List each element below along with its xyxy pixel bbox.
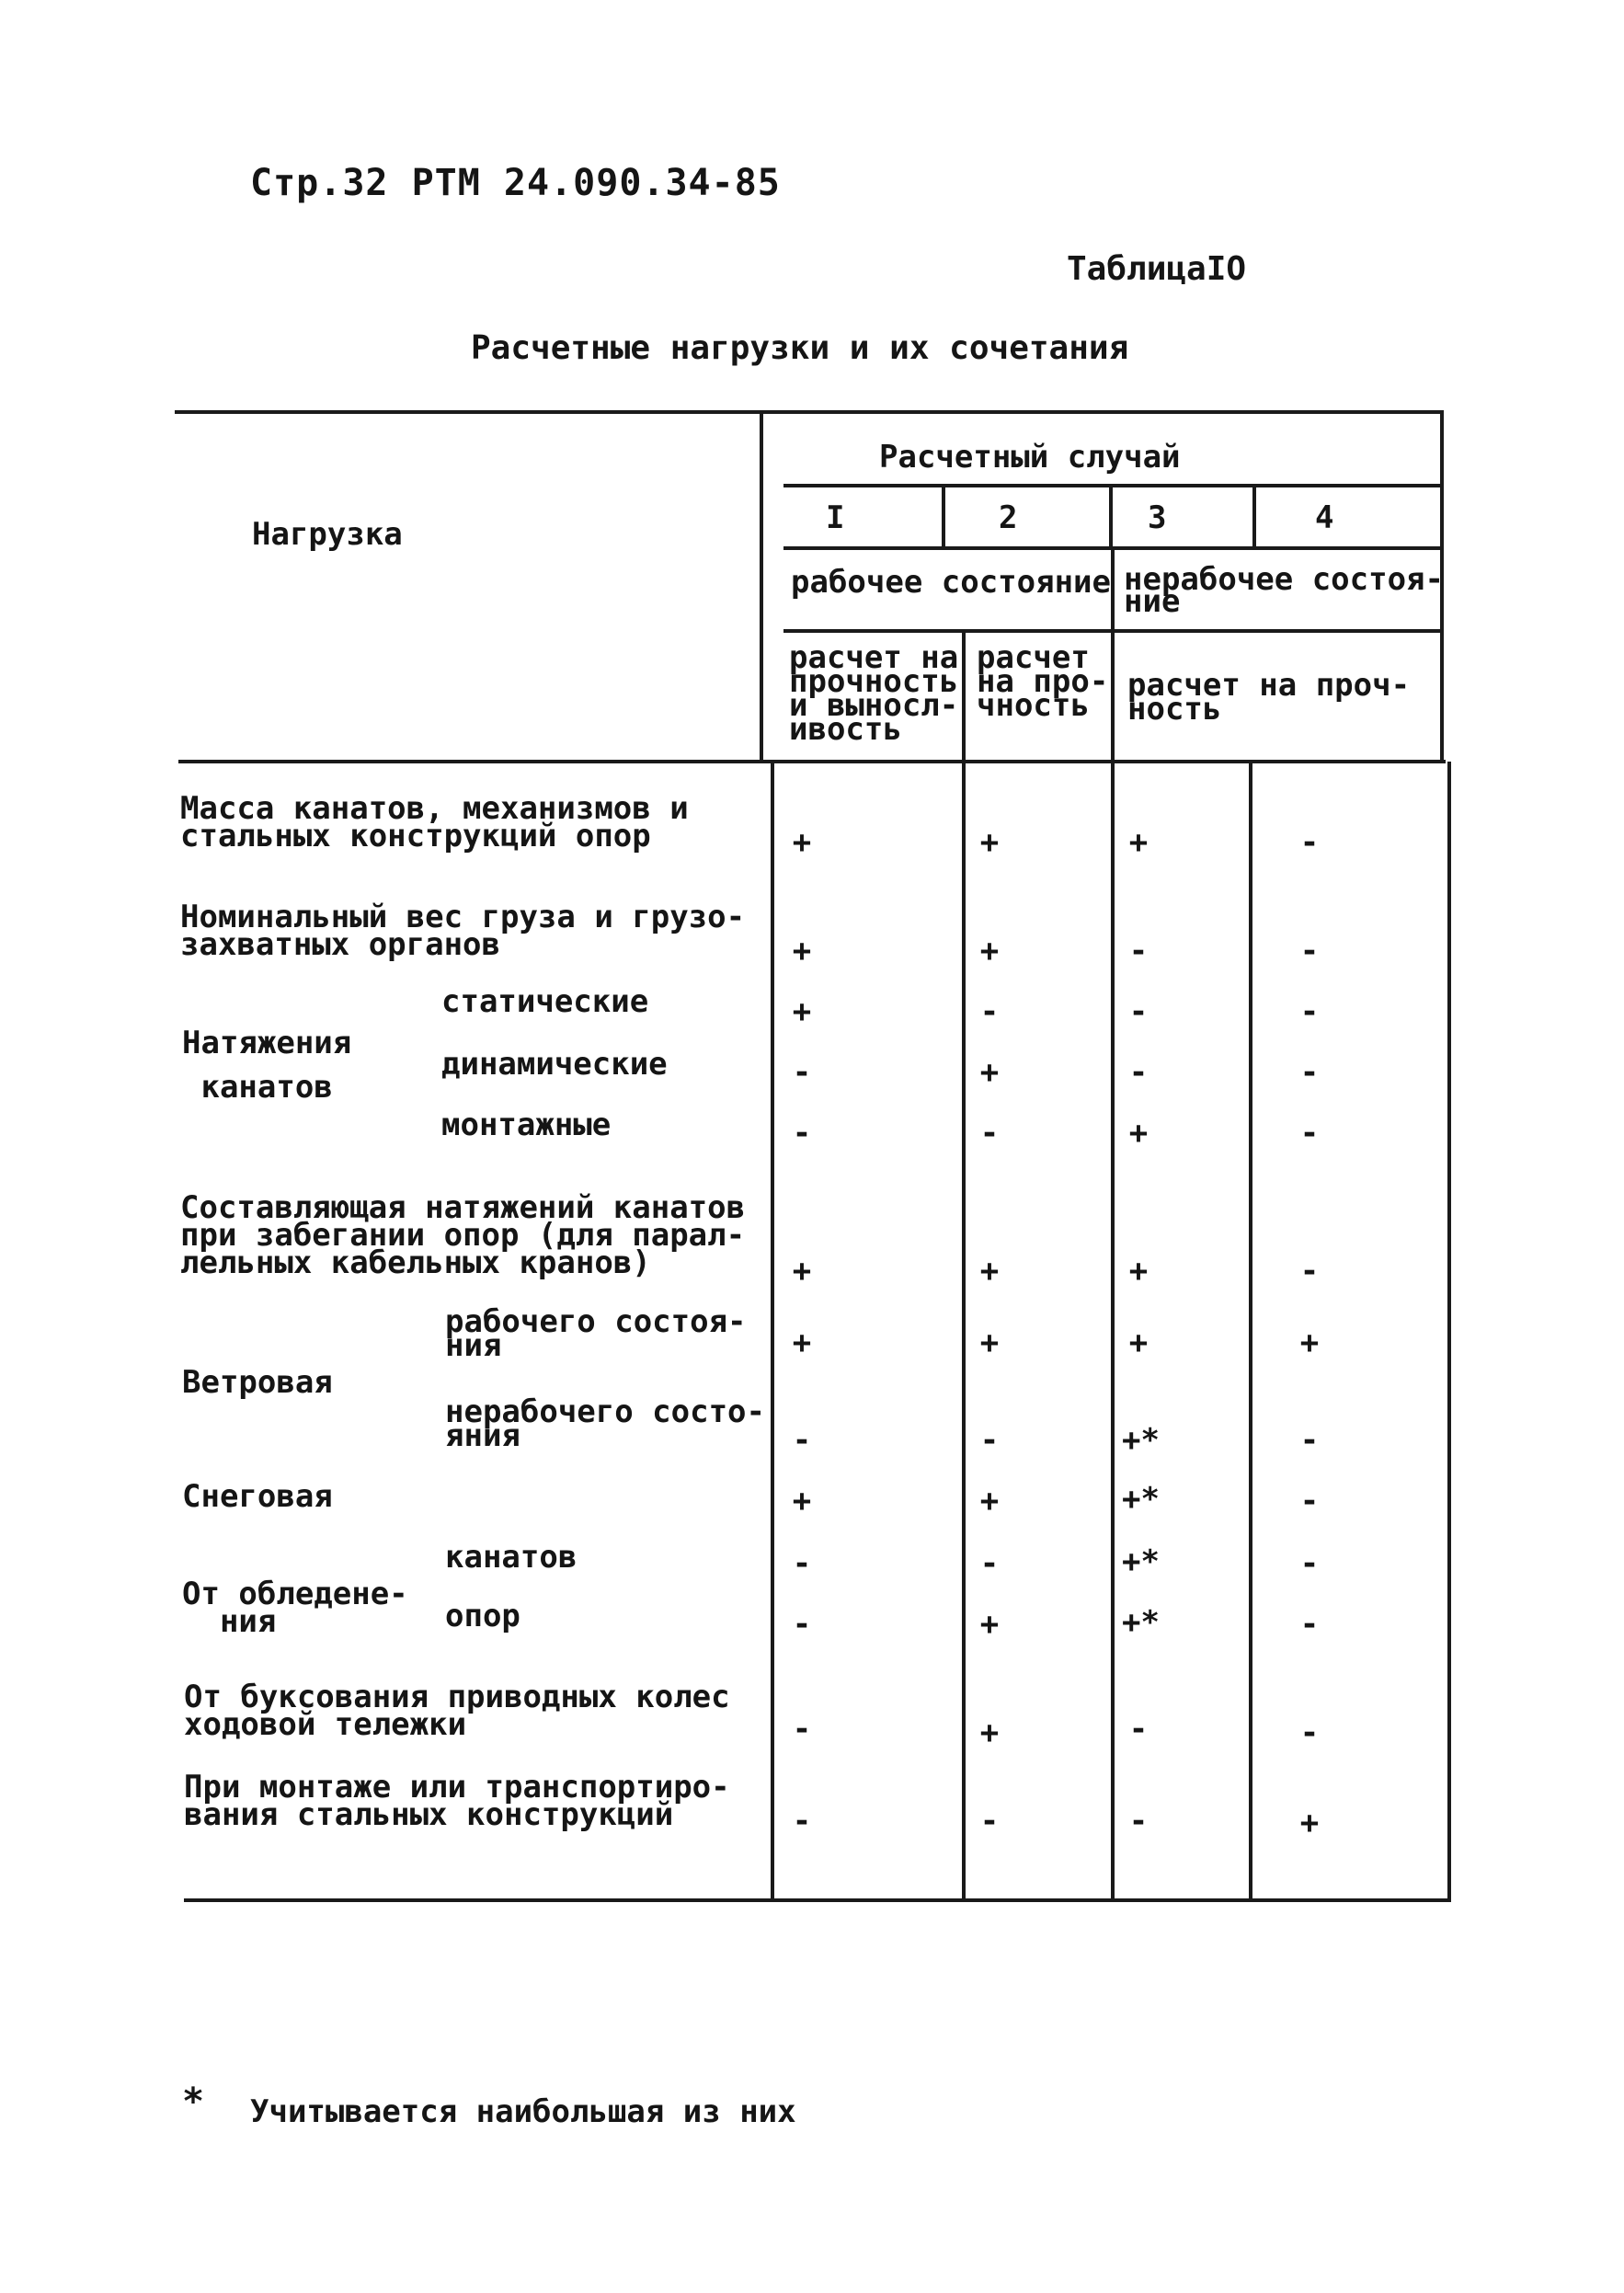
cell-dynamic-case1: - xyxy=(792,1054,812,1091)
cell-cargo-case3: - xyxy=(1128,933,1149,969)
table-number: ТаблицаIO xyxy=(1067,250,1247,288)
cell-dynamic-case3: - xyxy=(1128,1054,1149,1091)
row-sub-wind-nonworking: нерабочего состо- яния xyxy=(445,1393,765,1454)
row-sub-static: статические xyxy=(441,983,649,1020)
case-divider-12 xyxy=(942,486,945,548)
cell-wheel-slip-case1: - xyxy=(792,1711,812,1748)
row-label-wheel-slip: От буксования приводных колес ходовой тележки xyxy=(184,1679,730,1743)
cell-icing-supports-case4: - xyxy=(1299,1606,1320,1643)
body-col-line-0 xyxy=(771,762,774,1900)
cell-wheel-slip-case4: - xyxy=(1299,1714,1320,1751)
body-right-border xyxy=(1447,762,1451,1902)
cell-snow-case2: + xyxy=(979,1483,1000,1519)
cell-static-case2: - xyxy=(979,993,1000,1030)
row-label-mounting-transport: При монтаже или транспортиро- вания стальных конструкций xyxy=(184,1769,730,1833)
cell-runaway-case1: + xyxy=(792,1253,812,1290)
cell-cargo-case2: + xyxy=(979,933,1000,969)
cell-mounting-case2: - xyxy=(979,1115,1000,1152)
row-sub-icing-supports: опор xyxy=(445,1598,520,1634)
table-bottom-rule xyxy=(184,1898,1451,1902)
row-sub-mounting: монтажные xyxy=(441,1106,612,1143)
calc-strength-2-label: расчет на про- чность xyxy=(977,639,1109,724)
cell-runaway-case3: + xyxy=(1128,1253,1149,1290)
calc-strength-endurance-label: расчет на прочность и выносл- ивость xyxy=(789,639,959,748)
cell-mounting-transport-case2: - xyxy=(979,1803,1000,1840)
cell-wind-nonworking-case2: - xyxy=(979,1422,1000,1459)
state-divider xyxy=(1111,548,1115,631)
header-bottom-rule xyxy=(178,760,1446,763)
cell-mass-case3: + xyxy=(1128,824,1149,861)
calc-divider-23 xyxy=(1111,631,1115,762)
nonworking-state-label: нерабочее состоя- ние xyxy=(1124,561,1444,620)
cell-runaway-case4: - xyxy=(1299,1253,1320,1290)
row-sub-dynamic: динамические xyxy=(441,1046,668,1083)
page-code: Стр.32 РТМ 24.090.34-85 xyxy=(250,162,781,204)
cell-static-case3: - xyxy=(1128,993,1149,1030)
cell-wind-nonworking-case4: - xyxy=(1299,1422,1320,1459)
footnote-symbol: * xyxy=(182,2081,205,2123)
table-top-rule xyxy=(175,410,1444,414)
cell-wind-working-case2: + xyxy=(979,1324,1000,1361)
body-col-line-1 xyxy=(962,762,966,1900)
cell-wind-working-case1: + xyxy=(792,1324,812,1361)
case-divider-23 xyxy=(1109,486,1113,548)
cell-mounting-case4: - xyxy=(1299,1115,1320,1152)
cell-runaway-case2: + xyxy=(979,1253,1000,1290)
cell-icing-ropes-case4: - xyxy=(1299,1545,1320,1582)
cell-mounting-transport-case4: + xyxy=(1299,1805,1320,1841)
row-label-snow: Снеговая xyxy=(182,1478,333,1515)
cell-icing-ropes-case3: +* xyxy=(1122,1543,1160,1580)
cell-icing-ropes-case2: - xyxy=(979,1545,1000,1582)
row-label-rope-tension: Натяжения канатов xyxy=(182,1025,352,1106)
cell-mass-case1: + xyxy=(792,824,812,861)
cell-mass-case4: - xyxy=(1299,824,1320,861)
body-col-line-3 xyxy=(1249,762,1252,1900)
row-label-icing: От обледене- ния xyxy=(182,1576,408,1640)
cell-mass-case2: + xyxy=(979,824,1000,861)
cell-static-case4: - xyxy=(1299,993,1320,1030)
case-4-label: 4 xyxy=(1315,499,1334,536)
footnote-text: Учитывается наибольшая из них xyxy=(250,2093,796,2130)
cell-wheel-slip-case2: + xyxy=(979,1714,1000,1751)
row-label-mass: Масса канатов, механизмов и стальных конструкций опор xyxy=(180,790,689,854)
cell-icing-supports-case2: + xyxy=(979,1606,1000,1643)
case-header-rule xyxy=(783,484,1442,487)
load-column-header: Нагрузка xyxy=(252,516,403,553)
design-case-header: Расчетный случай xyxy=(879,439,1181,476)
row-sub-icing-ropes: канатов xyxy=(445,1539,578,1576)
case-2-label: 2 xyxy=(999,499,1018,536)
table-title: Расчетные нагрузки и их сочетания xyxy=(471,329,1129,367)
case-3-label: 3 xyxy=(1148,499,1167,536)
row-sub-wind-working: рабочего состоя- ния xyxy=(445,1303,747,1364)
cell-wind-working-case4: + xyxy=(1299,1324,1320,1361)
cell-snow-case1: + xyxy=(792,1483,812,1519)
row-label-wind: Ветровая xyxy=(182,1364,333,1401)
cell-wind-nonworking-case1: - xyxy=(792,1422,812,1459)
case-divider-34 xyxy=(1252,486,1256,548)
cell-static-case1: + xyxy=(792,993,812,1030)
row-label-cargo: Номинальный вес груза и грузо- захватных органов xyxy=(180,899,746,963)
cell-icing-supports-case3: +* xyxy=(1122,1604,1160,1641)
cell-icing-supports-case1: - xyxy=(792,1606,812,1643)
calc-strength-34-label: расчет на проч- ность xyxy=(1127,667,1411,728)
calc-divider-12 xyxy=(962,631,966,762)
case-1-label: I xyxy=(826,499,845,536)
cell-dynamic-case4: - xyxy=(1299,1054,1320,1091)
cell-wheel-slip-case3: - xyxy=(1128,1711,1149,1748)
cell-dynamic-case2: + xyxy=(979,1054,1000,1091)
working-state-label: рабочее состояние xyxy=(791,564,1111,601)
row-label-runaway: Составляющая натяжений канатов при забегании опор (для парал- лельных кабельных кранов) xyxy=(180,1189,746,1281)
cell-cargo-case1: + xyxy=(792,933,812,969)
cell-wind-nonworking-case3: +* xyxy=(1122,1422,1160,1459)
body-col-line-2 xyxy=(1111,762,1115,1900)
cell-cargo-case4: - xyxy=(1299,933,1320,969)
cell-snow-case3: +* xyxy=(1122,1481,1160,1518)
cell-snow-case4: - xyxy=(1299,1483,1320,1519)
cell-mounting-transport-case1: - xyxy=(792,1803,812,1840)
header-divider-vertical xyxy=(760,410,763,760)
cell-wind-working-case3: + xyxy=(1128,1324,1149,1361)
cell-mounting-transport-case3: - xyxy=(1128,1803,1149,1840)
cell-icing-ropes-case1: - xyxy=(792,1545,812,1582)
cell-mounting-case3: + xyxy=(1128,1115,1149,1152)
cell-mounting-case1: - xyxy=(792,1115,812,1152)
